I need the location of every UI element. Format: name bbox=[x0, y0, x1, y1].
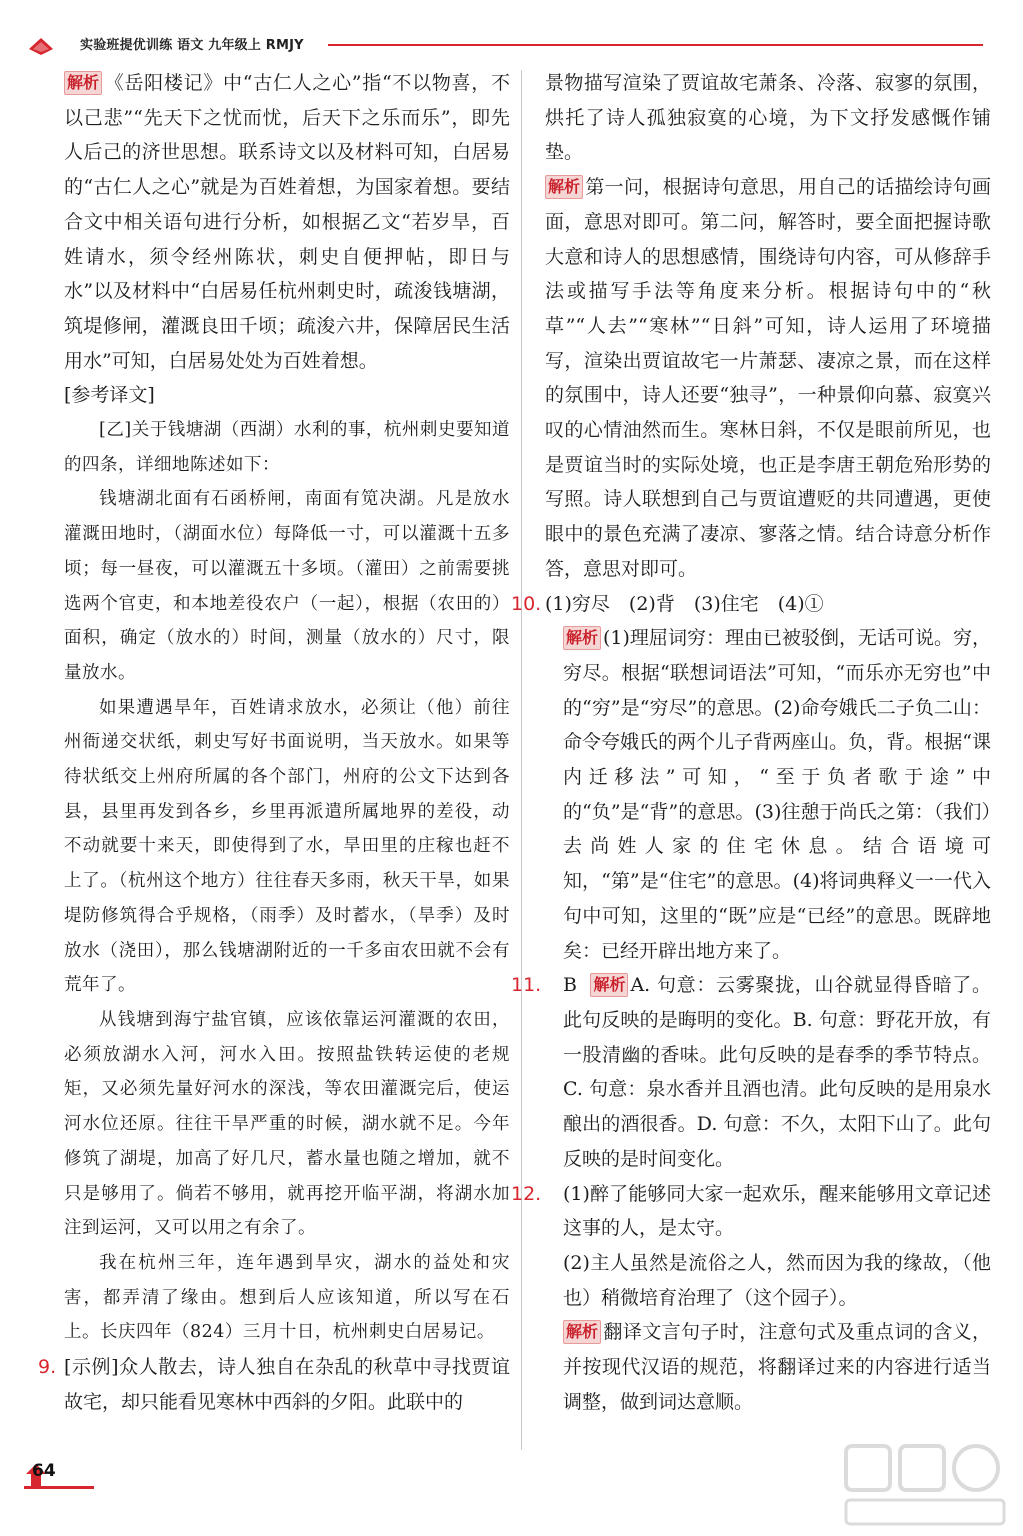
left-column bbox=[38, 66, 510, 1419]
analysis-paragraph: 解析 (1)理屈词穷：理由已被驳倒，无话可说。穷，穷尽。根据“联想词语法”可知，“而乐亦无穷也”中的“穷”是“穷尽”的意思。(2)命夸娥氏二子负二山：命令夸娥氏的两个儿子背两座山。负，背。根据“课内迁移法”可知，“至于负者歌于途”中的“负”是“背”的意思。(3)往憩于尚氏之第：（我们）去尚姓人家的住宅休息。结合语境可知，“第”是“住宅”的意思。(4)将词典释义一一代入句中可知，这里的“既”应是“已经”的意思。既辟地矣：已经开辟出地方来了。 bbox=[563, 627, 991, 962]
answer-text: (1)穷尽 (2)背 (3)住宅 (4)① bbox=[545, 592, 824, 615]
right-column bbox=[511, 66, 991, 1419]
book-title: 实验班提优训练 语文 九年级上 RMJY bbox=[80, 38, 304, 53]
reference-translation-heading: [参考译文] bbox=[64, 384, 155, 407]
translation-paragraph: 我在杭州三年，连年遇到旱灾，湖水的益处和灾害，都弄清了缘由。想到后人应该知道，所以写在石上。长庆四年（824）三月十日，杭州刺史白居易记。 bbox=[64, 1252, 510, 1343]
analysis-tag: 解析 bbox=[563, 1320, 601, 1344]
analysis-tag: 解析 bbox=[545, 175, 583, 199]
question-number: 10. bbox=[511, 592, 542, 615]
question-10 bbox=[511, 587, 991, 969]
analysis-tag: 解析 bbox=[563, 626, 601, 650]
translation-paragraph: 如果遭遇旱年，百姓请求放水，必须让（他）前往州衙递交状纸，刺史写好书面说明，当天放水。如果等待状纸交上州府所属的各个部门，州府的公文下达到各县，县里再发到各乡，乡里再派遣所属地界的差役，动不动就要十来天，即使得到了水，旱田里的庄稼也赶不上了。（杭州这个地方）往往春天多雨，秋天干旱，如果堤防修筑得合乎规格，（雨季）及时蓄水，（旱季）及时放水（浇田），那么钱塘湖附近的一千多亩农田就不会有荒年了。 bbox=[64, 697, 510, 996]
question-9 bbox=[38, 1350, 510, 1419]
analysis-paragraph: 解析 《岳阳楼记》中“古仁人之心”指“不以物喜，不以己悲”“先天下之忧而忧，后天下之乐而乐”，即先人后己的济世思想。联系诗文以及材料可知，白居易的“古仁人之心”就是为百姓着想，为国家着想。要结合文中相关语句进行分析，如根据乙文“若岁旱，百姓请水，须令经州陈状，刺史自便押帖，即日与水”以及材料中“白居易任杭州刺史时，疏浚钱塘湖，筑堤修闸，灌溉良田千顷；疏浚六井，保障居民生活用水”可知，白居易处处为百姓着想。 bbox=[64, 72, 510, 372]
answer-choice: B bbox=[563, 974, 577, 997]
page-number-rule bbox=[24, 1486, 94, 1489]
question-11 bbox=[511, 968, 991, 1176]
analysis-tag: 解析 bbox=[590, 973, 628, 997]
question-number: 11. bbox=[511, 974, 542, 997]
question-number: 12. bbox=[511, 1182, 542, 1205]
analysis-paragraph: 解析 翻译文言句子时，注意句式及重点词的含义，并按现代汉语的规范，将翻译过来的内容进行适当调整，做到词达意顺。 bbox=[563, 1321, 991, 1413]
column-divider bbox=[521, 70, 522, 1450]
translation-paragraph: [乙]关于钱塘湖（西湖）水利的事，杭州刺史要知道的四条，详细地陈述如下： bbox=[64, 420, 510, 475]
answer-continuation: 景物描写渲染了贾谊故宅萧条、冷落、寂寥的氛围，烘托了诗人孤独寂寞的心境，为下文抒发感慨作铺垫。 bbox=[545, 72, 991, 164]
page-header bbox=[28, 30, 983, 64]
question-number: 9. bbox=[38, 1356, 57, 1379]
answer-with-analysis: B 解析 A. 句意：云雾聚拢，山谷就显得昏暗了。此句反映的是晦明的变化。B. 句意：野花开放，有一股清幽的香味。此句反映的是春季的季节特点。C. 句意：泉水香并且酒也清。此句反映的是用泉水酿出的酒很香。D. 句意：不久，太阳下山了。此句反映的是时间变化。 bbox=[563, 974, 991, 1170]
answer-text: (1)醉了能够同大家一起欢乐，醒来能够用文章记述这事的人，是太守。 bbox=[563, 1182, 991, 1240]
watermark-logo-icon bbox=[840, 1440, 1010, 1530]
page-number: 64 bbox=[32, 1461, 56, 1481]
header-rule bbox=[328, 44, 983, 46]
book-logo-icon bbox=[28, 36, 54, 56]
analysis-tag: 解析 bbox=[64, 71, 102, 95]
answer-example: [示例]众人散去，诗人独自在杂乱的秋草中寻找贾谊故宅，却只能看见寒林中西斜的夕阳。此联中的 bbox=[64, 1356, 510, 1413]
translation-paragraph: 钱塘湖北面有石函桥闸，南面有笕决湖。凡是放水灌溉田地时，（湖面水位）每降低一寸，可以灌溉十五多顷；每一昼夜，可以灌溉五十多顷。（灌田）之前需要挑选两个官吏，和本地差役农户（一起），根据（农田的）面积，确定（放水的）时间，测量（放水的）尺寸，限量放水。 bbox=[64, 489, 510, 683]
analysis-paragraph: 解析 第一问，根据诗句意思，用自己的话描绘诗句画面，意思对即可。第二问，解答时，要全面把握诗歌大意和诗人的思想感情，围绕诗句内容，可从修辞手法或描写手法等角度来分析。根据诗句中的“秋草”“人去”“寒林”“日斜”可知，诗人运用了环境描写，渲染出贾谊故宅一片萧瑟、凄凉之景，而在这样的氛围中，诗人还要“独寻”，一种景仰向慕、寂寞兴叹的心情油然而生。寒林日斜，不仅是眼前所见，也是贾谊当时的实际处境，也正是李唐王朝危殆形势的写照。诗人联想到自己与贾谊遭贬的共同遭遇，更使眼中的景色充满了凄凉、寥落之情。结合诗意分析作答，意思对即可。 bbox=[545, 176, 991, 580]
translation-paragraph: 从钱塘到海宁盐官镇，应该依靠运河灌溉的农田，必须放湖水入河，河水入田。按照盐铁转运使的老规矩，又必须先量好河水的深浅，等农田灌溉完后，使运河水位还原。往往干旱严重的时候，湖水就不足。今年修筑了湖堤，加高了好几尺，蓄水量也随之增加，就不只是够用了。倘若不够用，就再挖开临平湖，将湖水加注到运河，又可以用之有余了。 bbox=[64, 1009, 510, 1239]
answer-text: (2)主人虽然是流俗之人，然而因为我的缘故，（他也）稍微培育治理了（这个园子）。 bbox=[563, 1251, 991, 1309]
question-12 bbox=[511, 1177, 991, 1420]
